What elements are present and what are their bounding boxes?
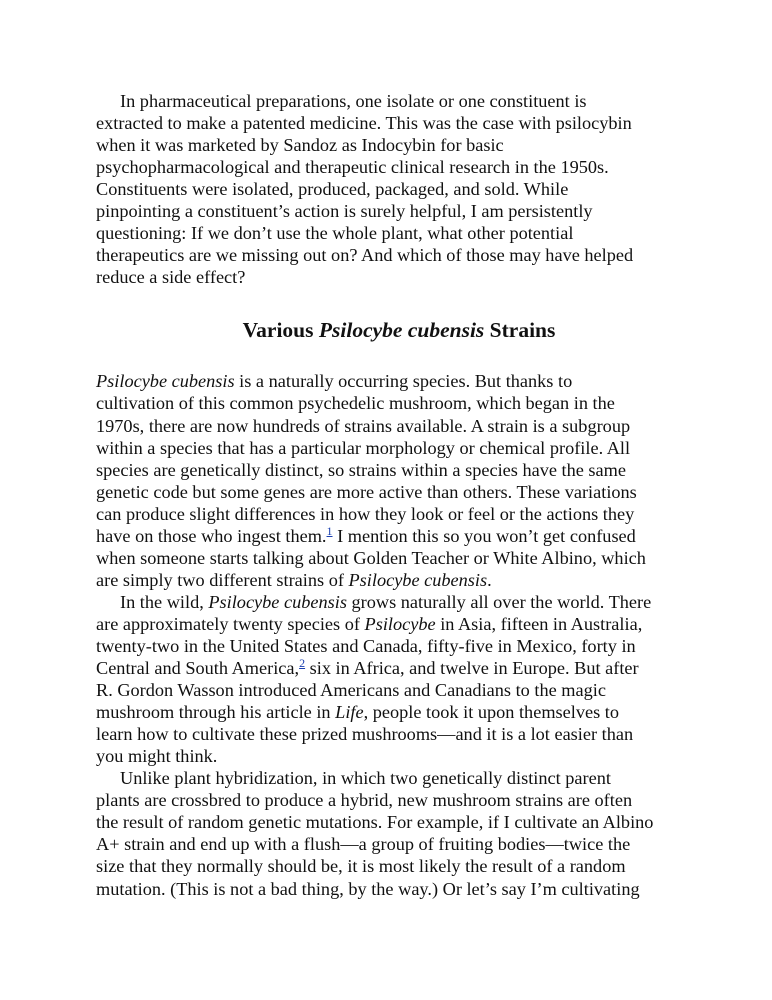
- text-line: In pharmaceutical preparations, one isolate or one constituent is: [120, 91, 587, 111]
- text-line: 1970s, there are now hundreds of strains available. A strain is a subgroup: [96, 415, 631, 436]
- text-line: are simply two different strains of Psilocybe cubensis.: [96, 569, 492, 590]
- text-line: the result of random genetic mutations. For example, if I cultivate an Albino: [96, 812, 654, 833]
- text-line: can produce slight differences in how they look or feel or the actions they: [96, 503, 635, 524]
- text-line: Constituents were isolated, produced, packaged, and sold. While: [96, 179, 569, 200]
- text-line: Psilocybe cubensis is a naturally occurring species. But thanks to: [96, 371, 573, 392]
- paragraph-pharmaceutical: [96, 90, 712, 288]
- text-line: Central and South America,$^2$ six in Africa, and twelve in Europe. But after: [96, 656, 639, 679]
- text-line: In the wild, Psilocybe cubensis grows naturally all over the world. There: [120, 591, 652, 612]
- text-line: extracted to make a patented medicine. This was the case with psilocybin: [96, 113, 632, 134]
- text-line: psychopharmacological and therapeutic clinical research in the 1950s.: [96, 157, 609, 178]
- footnote-link-2[interactable]: 2: [299, 656, 306, 671]
- text-line: Unlike plant hybridization, in which two genetically distinct parent: [120, 768, 611, 789]
- text-line: R. Gordon Wasson introduced Americans and Canadians to the magic: [96, 680, 606, 701]
- magazine-title: Life: [335, 702, 364, 723]
- text-line: reduce a side effect?: [96, 267, 246, 288]
- heading-post: Strains: [484, 318, 556, 343]
- text-line: mutation. (This is not a bad thing, by the way.) Or let’s say I’m cultivating: [96, 878, 640, 899]
- genus-name: Psilocybe: [364, 613, 436, 634]
- text-line: A+ strain and end up with a flush—a group of fruiting bodies—twice the: [96, 834, 631, 855]
- text-line: species are genetically distinct, so strains within a species have the same: [96, 459, 626, 480]
- text-line: size that they normally should be, it is most likely the result of a random: [96, 856, 626, 877]
- section-heading: [96, 317, 712, 343]
- text-line: genetic code but some genes are more active than others. These variations: [96, 481, 637, 502]
- heading-pre: Various: [242, 318, 319, 343]
- paragraph-hybridization: [96, 767, 712, 899]
- text-line: when someone starts talking about Golden Teacher or White Albino, which: [96, 547, 646, 568]
- paragraph-strains: [96, 370, 712, 590]
- text-line: therapeutics are we missing out on? And which of those may have helped: [96, 245, 634, 266]
- text-line: you might think.: [96, 746, 218, 767]
- footnote-link-1[interactable]: 1: [326, 523, 333, 538]
- text-line: questioning: If we don’t use the whole plant, what other potential: [96, 223, 574, 244]
- text-line: within a species that has a particular morphology or chemical profile. All: [96, 437, 631, 458]
- species-name: Psilocybe cubensis: [208, 591, 347, 612]
- text-line: cultivation of this common psychedelic mushroom, which began in the: [96, 393, 615, 414]
- species-name: Psilocybe cubensis: [96, 371, 235, 392]
- heading-italic: Psilocybe cubensis: [318, 318, 485, 343]
- text-line: have on those who ingest them.$^1$ I mention this so you won’t get confused: [96, 523, 636, 546]
- text-line: plants are crossbred to produce a hybrid, new mushroom strains are often: [96, 790, 633, 811]
- text-line: pinpointing a constituent’s action is surely helpful, I am persistently: [96, 201, 593, 222]
- text-line: when it was marketed by Sandoz as Indocybin for basic: [96, 135, 504, 156]
- text-line: mushroom through his article in Life, people took it upon themselves to: [96, 702, 620, 723]
- species-name: Psilocybe cubensis: [348, 569, 488, 590]
- text-line: learn how to cultivate these prized mushrooms—and it is a lot easier than: [96, 724, 634, 745]
- text-line: are approximately twenty species of Psilocybe in Asia, fifteen in Australia,: [96, 613, 643, 634]
- paragraph-wild: [96, 591, 712, 767]
- text-line: twenty-two in the United States and Canada, fifty-five in Mexico, forty in: [96, 635, 636, 656]
